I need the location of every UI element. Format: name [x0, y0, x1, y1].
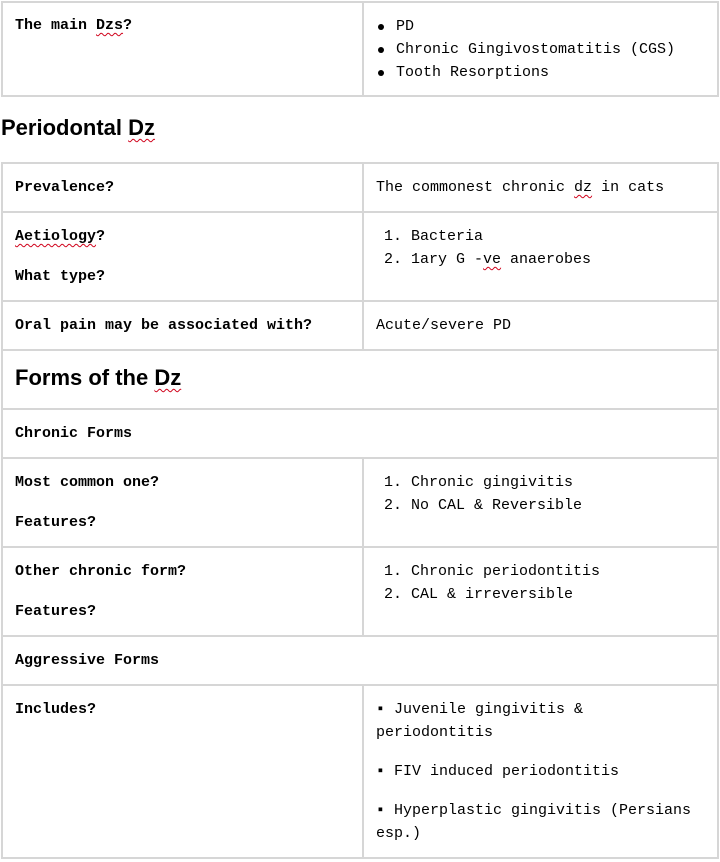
list-item: 2. 1ary G -ve anaerobes: [384, 251, 592, 268]
question-cell: [2, 163, 363, 212]
table-row: [2, 547, 718, 636]
features-question: Features?: [15, 603, 97, 620]
answer-cell: [363, 163, 718, 212]
answer-cell: [363, 685, 718, 858]
question-cell: [2, 547, 363, 636]
most-common-question: Most common one?: [15, 474, 160, 491]
disease-list: [376, 15, 705, 84]
includes-question: Includes?: [15, 701, 97, 718]
table-row: [2, 163, 718, 212]
subheading-cell: [2, 409, 718, 458]
periodontal-table: [1, 162, 719, 859]
aetiology-question: Aetiology?: [15, 228, 106, 245]
main-diseases-table: [1, 1, 719, 97]
question-cell: [2, 212, 363, 301]
list-item: ▪ FIV induced periodontitis: [376, 763, 620, 780]
forms-heading-cell: [2, 350, 718, 409]
section-heading: Periodontal Dz: [1, 115, 156, 140]
table-row: [2, 636, 718, 685]
subheading-cell: [2, 636, 718, 685]
table-row: [2, 2, 718, 96]
list-item: ▪ Hyperplastic gingivitis (Persians esp.): [376, 802, 692, 842]
list-item: 1. Chronic gingivitis: [384, 474, 574, 491]
type-question: What type?: [15, 268, 106, 285]
list-item: Chronic Gingivostomatitis (CGS): [376, 38, 705, 61]
most-common-list: [376, 471, 705, 517]
table-row: [2, 350, 718, 409]
table-row: [2, 685, 718, 858]
answer-cell: [363, 458, 718, 547]
aggressive-forms-label: Aggressive Forms: [15, 652, 160, 669]
list-item: 1. Chronic periodontitis: [384, 563, 601, 580]
question-text: The main Dzs?: [15, 17, 133, 34]
question-cell: [2, 458, 363, 547]
table-row: [2, 301, 718, 350]
list-item: ▪ Juvenile gingivitis & periodontitis: [376, 701, 584, 741]
prevalence-answer: The commonest chronic dz in cats: [376, 179, 665, 196]
question-cell: [2, 2, 363, 96]
list-item: 2. CAL & irreversible: [384, 586, 574, 603]
question-cell: [2, 301, 363, 350]
features-question: Features?: [15, 514, 97, 531]
list-item: 2. No CAL & Reversible: [384, 497, 583, 514]
chronic-forms-label: Chronic Forms: [15, 425, 133, 442]
aetiology-list: [376, 225, 705, 271]
table-row: [2, 212, 718, 301]
other-chronic-question: Other chronic form?: [15, 563, 187, 580]
oral-pain-answer: Acute/severe PD: [376, 317, 512, 334]
answer-cell: [363, 2, 718, 96]
prevalence-question: Prevalence?: [15, 179, 115, 196]
table-row: [2, 409, 718, 458]
list-item: 1. Bacteria: [384, 228, 484, 245]
list-item: PD: [376, 15, 705, 38]
other-chronic-list: [376, 560, 705, 606]
list-item: Tooth Resorptions: [376, 61, 705, 84]
table-row: [2, 458, 718, 547]
oral-pain-question: Oral pain may be associated with?: [15, 317, 313, 334]
answer-cell: [363, 212, 718, 301]
forms-heading: Forms of the Dz: [15, 365, 182, 390]
question-cell: [2, 685, 363, 858]
answer-cell: [363, 301, 718, 350]
answer-cell: [363, 547, 718, 636]
